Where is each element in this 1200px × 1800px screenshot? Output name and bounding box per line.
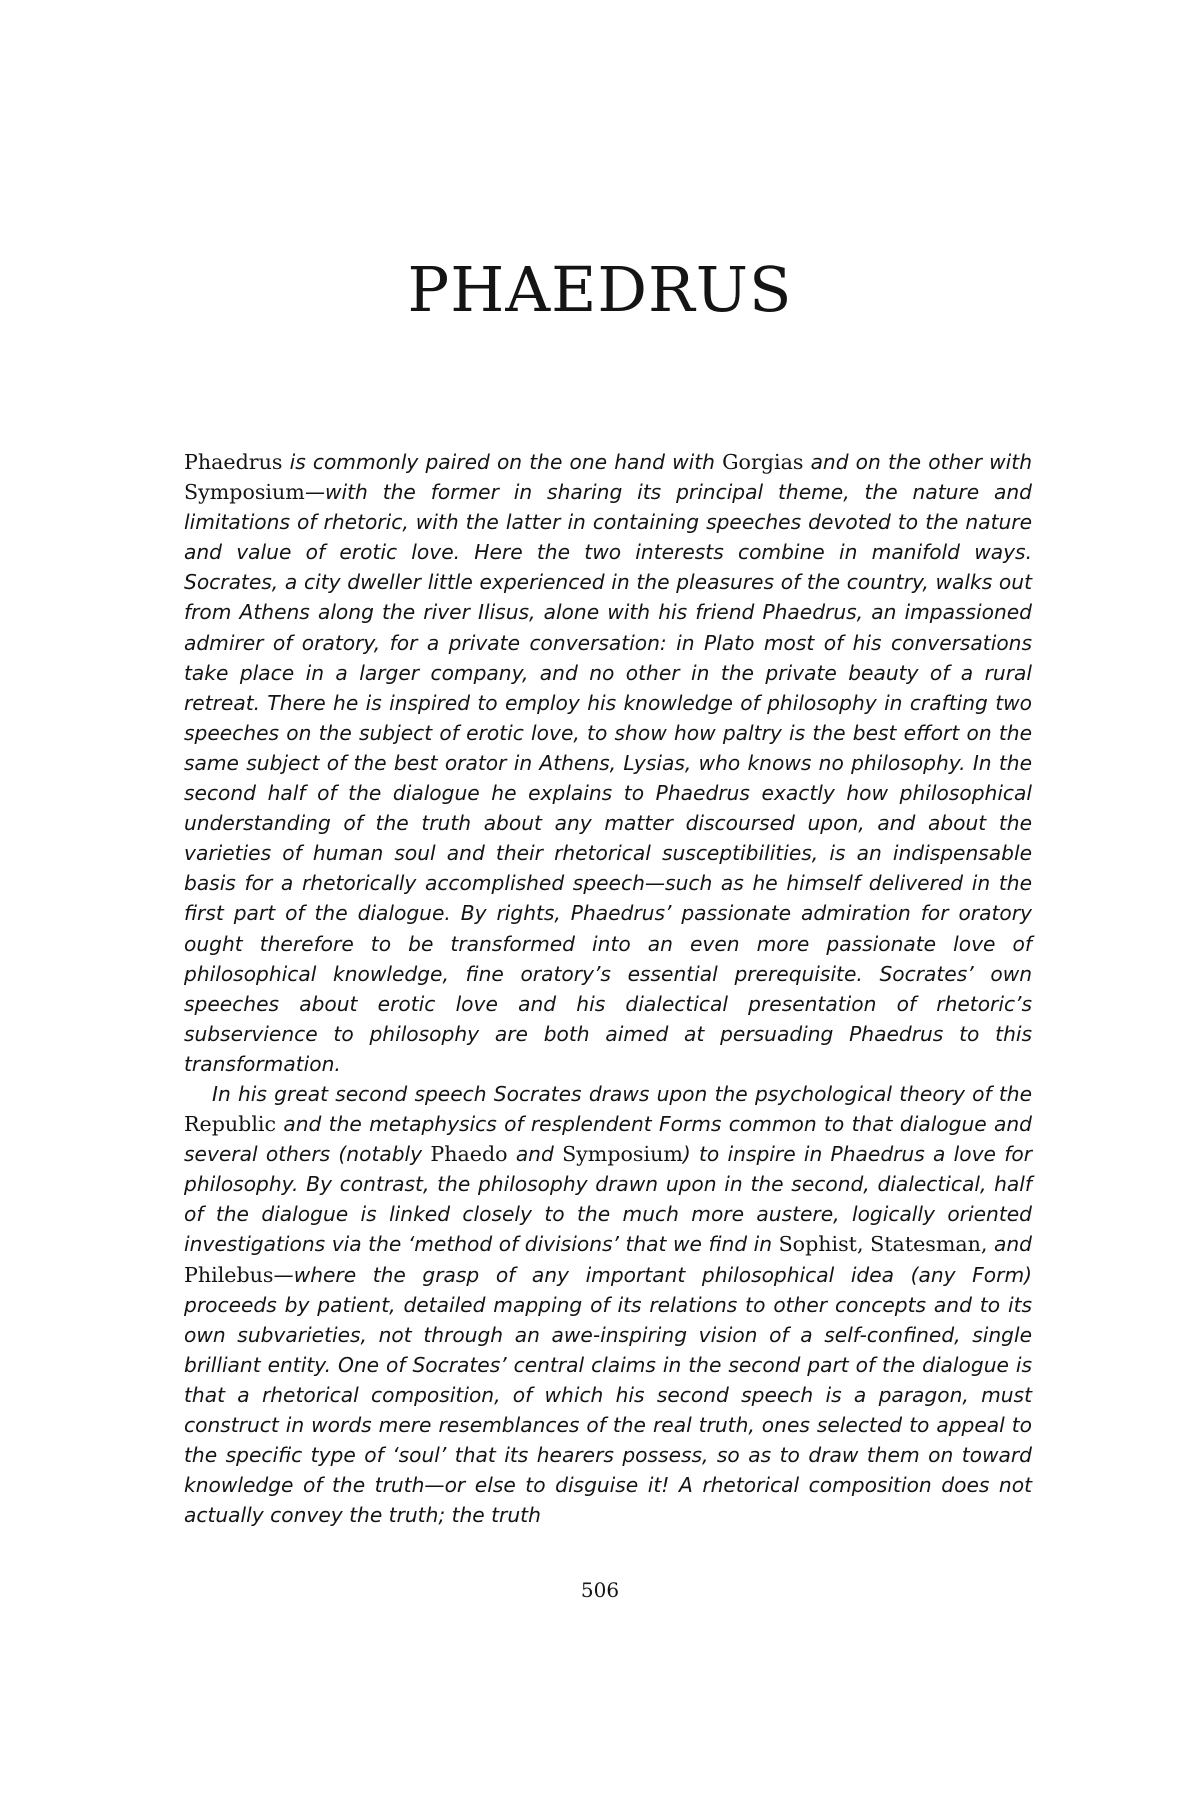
work-title: Philebus (184, 1262, 274, 1287)
work-title: Sophist, Statesman, (778, 1232, 988, 1257)
page-number: 506 (580, 1578, 620, 1602)
text-run: and on the other with (803, 450, 1032, 474)
work-title: Symposium (184, 480, 305, 505)
work-title: Phaedo (430, 1142, 508, 1167)
chapter-title: PHAEDRUS (407, 253, 793, 326)
text-run: and (987, 1232, 1032, 1257)
text-run: In his great second speech Socrates draws upon the psychological theory of the (212, 1081, 1032, 1106)
work-title: Symposium (562, 1142, 683, 1167)
intro-paragraph-2 (184, 1079, 1032, 1530)
work-title: Phaedrus (184, 450, 283, 474)
introduction-text (184, 447, 1032, 1530)
intro-paragraph-1 (184, 447, 1032, 1079)
text-run: and the metaphysics of resplendent Forms common to that dialogue and several others (notably (184, 1112, 1032, 1167)
text-run: —with the former in sharing its principal theme, the nature and limitations of rhetoric, with the latter in containing speeches devoted to the nature and value of erotic love. Here the two interests combine in manifold ways. Socrates, a city dweller little experienced in the pleasures of the country, walks out from Athens along the river Ilisus, alone with his friend Phaedrus, an impassioned admirer of oratory, for a private conversation: in Plato most of his conversations take place in a larger company, and no other in the private beauty of a rural retreat. There he is inspired to employ his knowledge of philosophy in crafting two speeches on the subject of erotic love, to show how paltry is the best effort on the same subject of the best orator in Athens, Lysias, who knows no philosophy. In the second half of the dialogue he explains to Phaedrus exactly how philosophical understanding of the truth about any matter discoursed upon, and about the varieties of human soul and their rhetorical susceptibilities, is an indispensable basis for a rhetorically accomplished speech—such as he himself delivered in the first part of the dialogue. By rights, Phaedrus’ passionate admiration for oratory ought therefore to be transformed into an even more passionate love of philosophical knowledge, fine oratory’s essential prerequisite. Socrates’ own speeches about erotic love and his dialectical presentation of rhetoric’s subservience to philosophy are both aimed at persuading Phaedrus to this transformation. (184, 480, 1032, 1076)
work-title: Gorgias (722, 450, 804, 474)
text-run: —where the grasp of any important philosophical idea (any Form) proceeds by patient, detailed mapping of its relations to other concepts and to its own subvarieties, not through an awe-inspiring vision of a self-confined, single brilliant entity. One of Socrates’ central claims in the second part of the dialogue is that a rhetorical composition, of which his second speech is a paragon, must construct in words mere resemblances of the real truth, ones selected to appeal to the specific type of ‘soul’ that its hearers possess, so as to draw them on toward knowledge of the truth—or else to disguise it! A rhetorical composition does not actually convey the truth; the truth (184, 1262, 1032, 1528)
work-title: Republic (184, 1112, 277, 1137)
text-run: is commonly paired on the one hand with (282, 450, 723, 474)
text-run: ) to inspire in Phaedrus a love for philosophy. By contrast, the philosophy drawn upon in the second, dialectical, half of the dialogue is linked closely to the much more austere, logically oriented investigations via the ‘method of divisions’ that we find in (184, 1142, 1032, 1257)
text-run: and (507, 1142, 563, 1167)
